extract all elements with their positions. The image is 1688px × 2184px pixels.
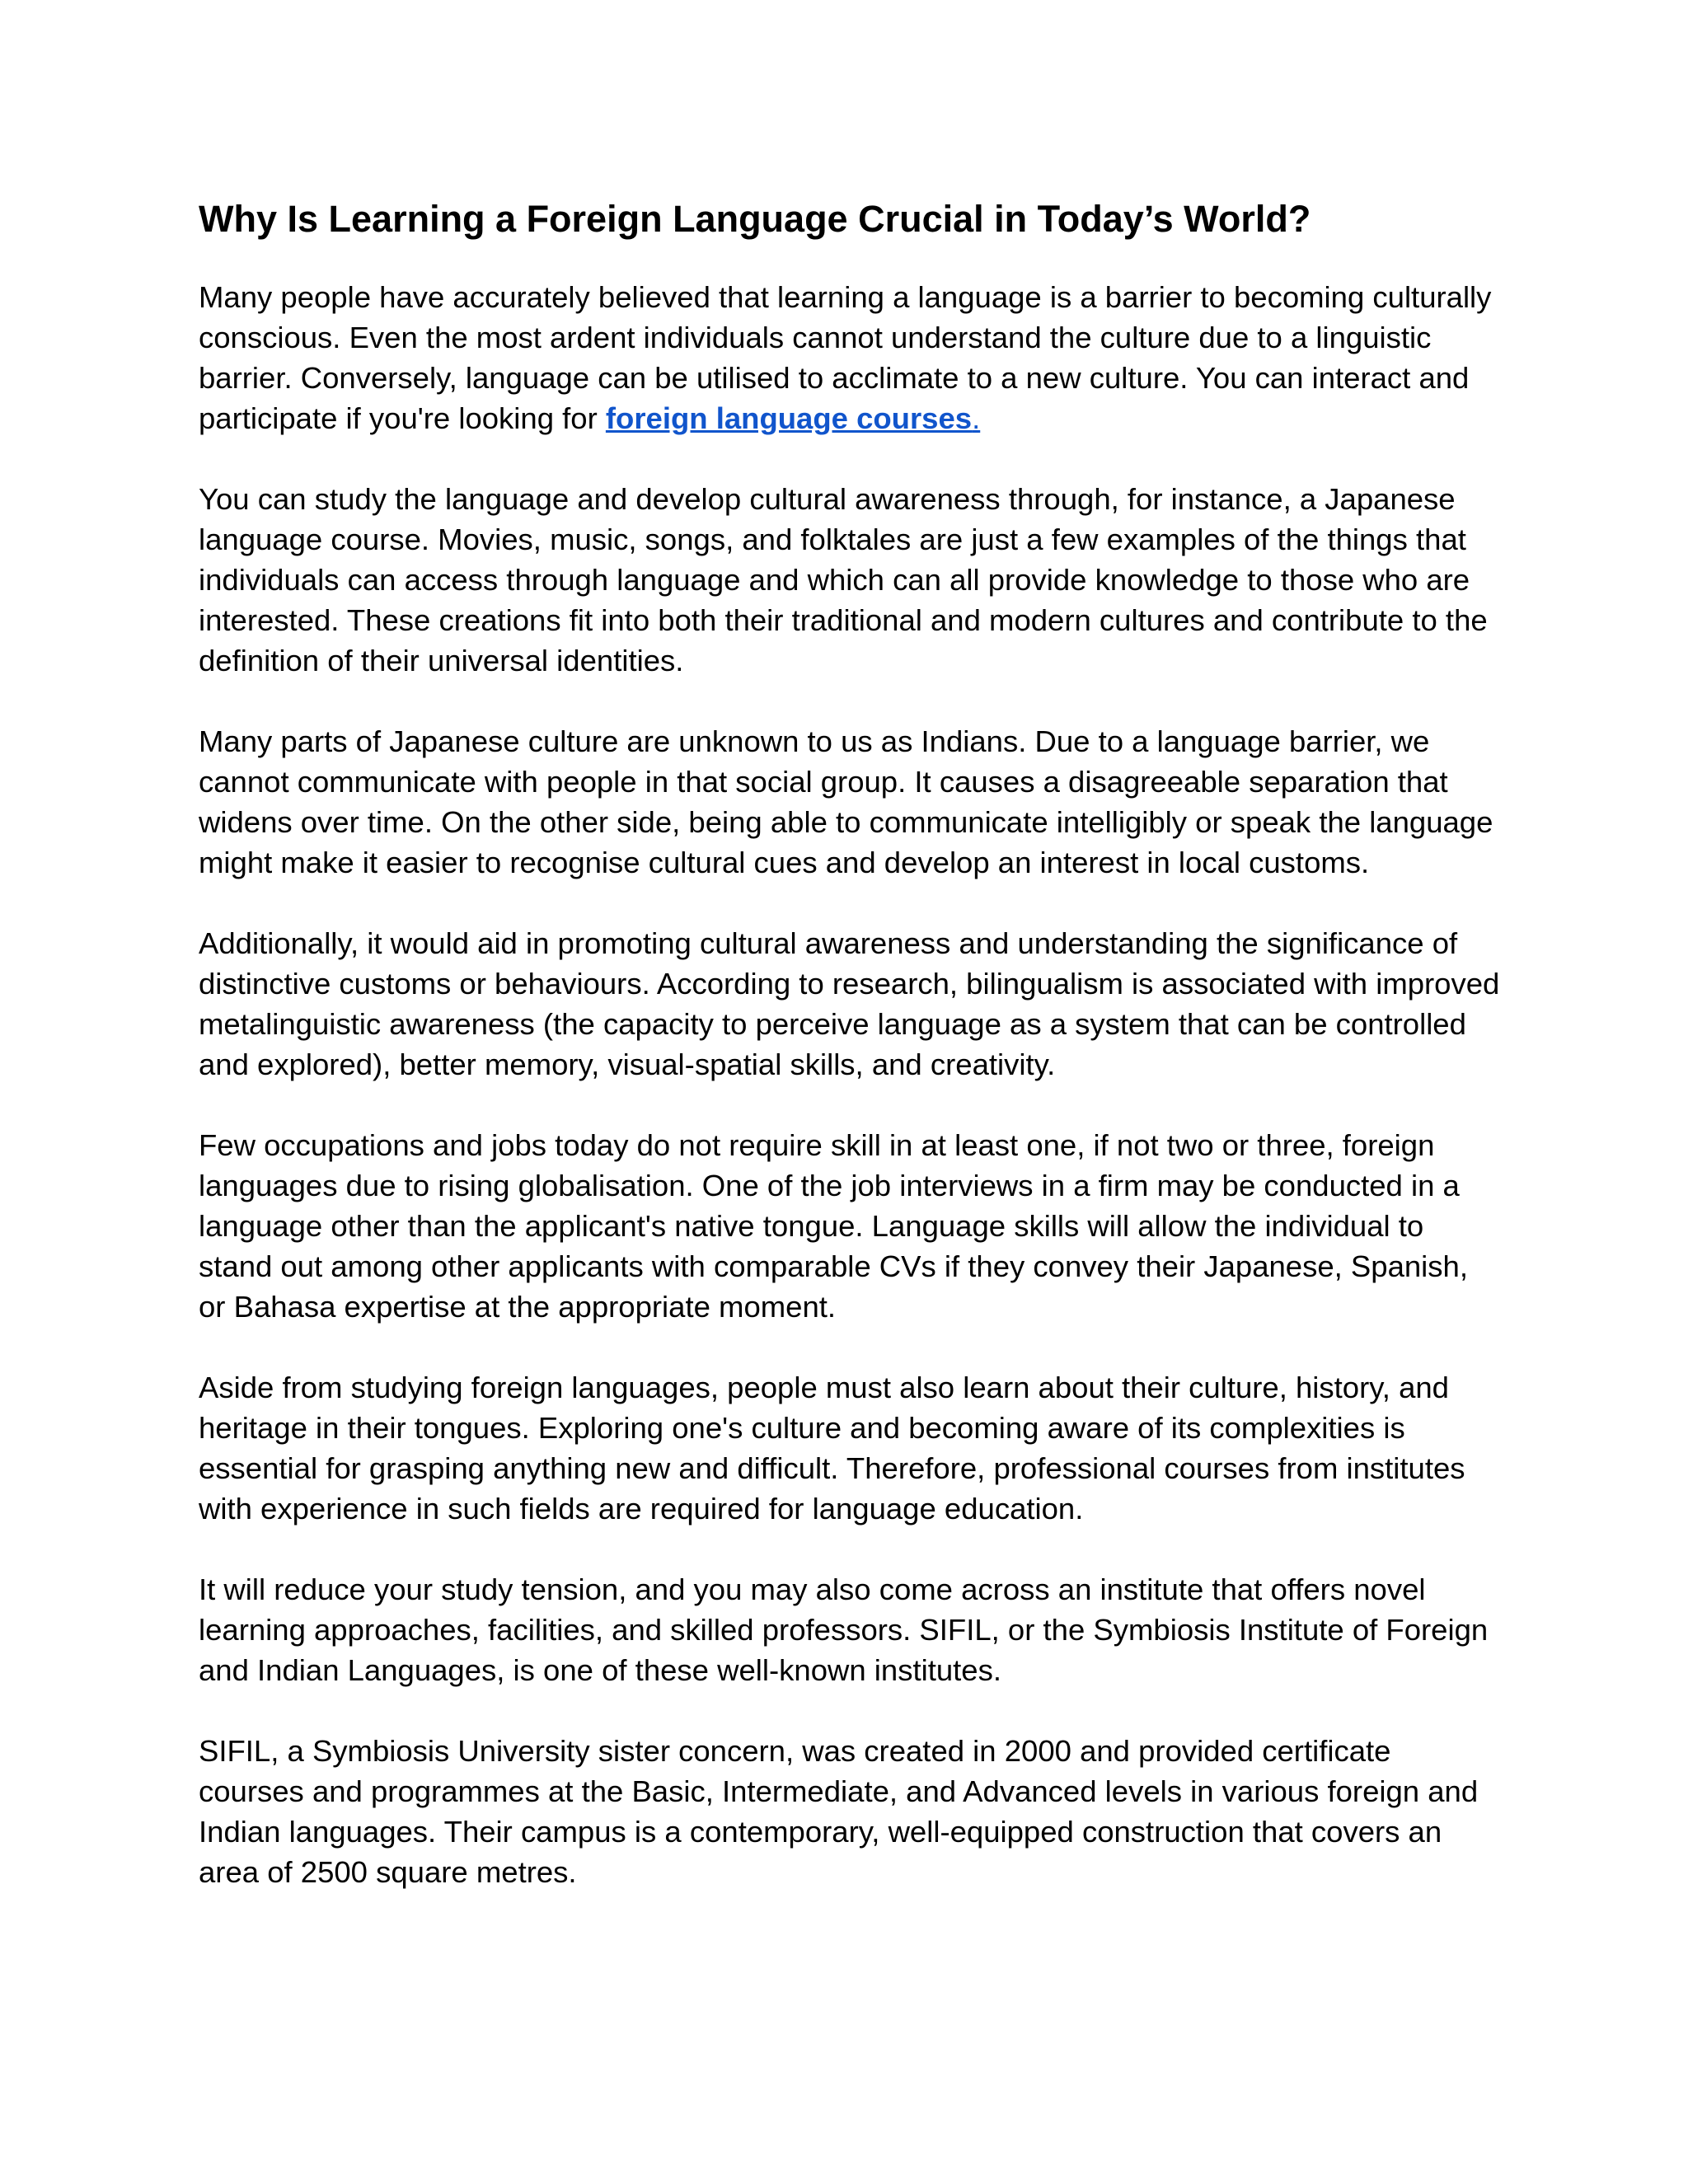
foreign-language-courses-link[interactable]: foreign language courses [605, 401, 973, 435]
paragraph-2: You can study the language and develop cultural awareness through, for instance, a Japanese language course. Movies, music, songs, and folktales are just a few examples of the things that individuals can access through language and which can all provide knowledge to those who are interested. These creations fit into both their traditional and modern cultures and contribute to the definition of their universal identities. [199, 482, 1488, 677]
paragraph-4: Additionally, it would aid in promoting cultural awareness and understanding the significance of distinctive customs or behaviours. According to research, bilingualism is associated with improved metalinguistic awareness (the capacity to perceive language as a system that can be controlled and explored), better memory, visual-spatial skills, and creativity. [199, 926, 1500, 1081]
paragraph-1-text: Many people have accurately believed that learning a language is a barrier to becoming culturally conscious. Even the most ardent individuals cannot understand the culture due to a linguistic barrier. Conversely, language can be utilised to acclimate to a new culture. You can interact and participate if you're looking for [199, 280, 1492, 435]
document-title: Why Is Learning a Foreign Language Crucial in Today’s World? [199, 198, 1311, 240]
paragraph-7: It will reduce your study tension, and you may also come across an institute that offers novel learning approaches, facilities, and skilled professors. SIFIL, or the Symbiosis Institute of Foreign and Indian Languages, is one of these well-known institutes. [199, 1572, 1489, 1687]
paragraph-6: Aside from studying foreign languages, people must also learn about their culture, history, and heritage in their tongues. Exploring one's culture and becoming aware of its complexities is essential for grasping anything new and difficult. Therefore, professional courses from institutes with experience in such fields are required for language education. [199, 1371, 1465, 1526]
paragraph-1-period: . [972, 401, 981, 435]
paragraph-3: Many parts of Japanese culture are unknown to us as Indians. Due to a language barrier, we cannot communicate with people in that social group. It causes a disagreeable separation that widens over time. On the other side, being able to communicate intelligibly or speak the language might make it easier to recognise cultural cues and develop an interest in local customs. [199, 724, 1493, 879]
paragraph-8: SIFIL, a Symbiosis University sister concern, was created in 2000 and provided certificate courses and programmes at the Basic, Intermediate, and Advanced levels in various foreign and Indian languages. Their campus is a contemporary, well-equipped construction that covers an area of 2500 square metres. [199, 1734, 1479, 1889]
document-page [199, 196, 1501, 1933]
paragraph-5: Few occupations and jobs today do not require skill in at least one, if not two or three, foreign languages due to rising globalisation. One of the job interviews in a firm may be conducted in a language other than the applicant's native tongue. Language skills will allow the individual to stand out among other applicants with comparable CVs if they convey their Japanese, Spanish, or Bahasa expertise at the appropriate moment. [199, 1128, 1468, 1324]
paragraph-1 [199, 277, 1501, 438]
